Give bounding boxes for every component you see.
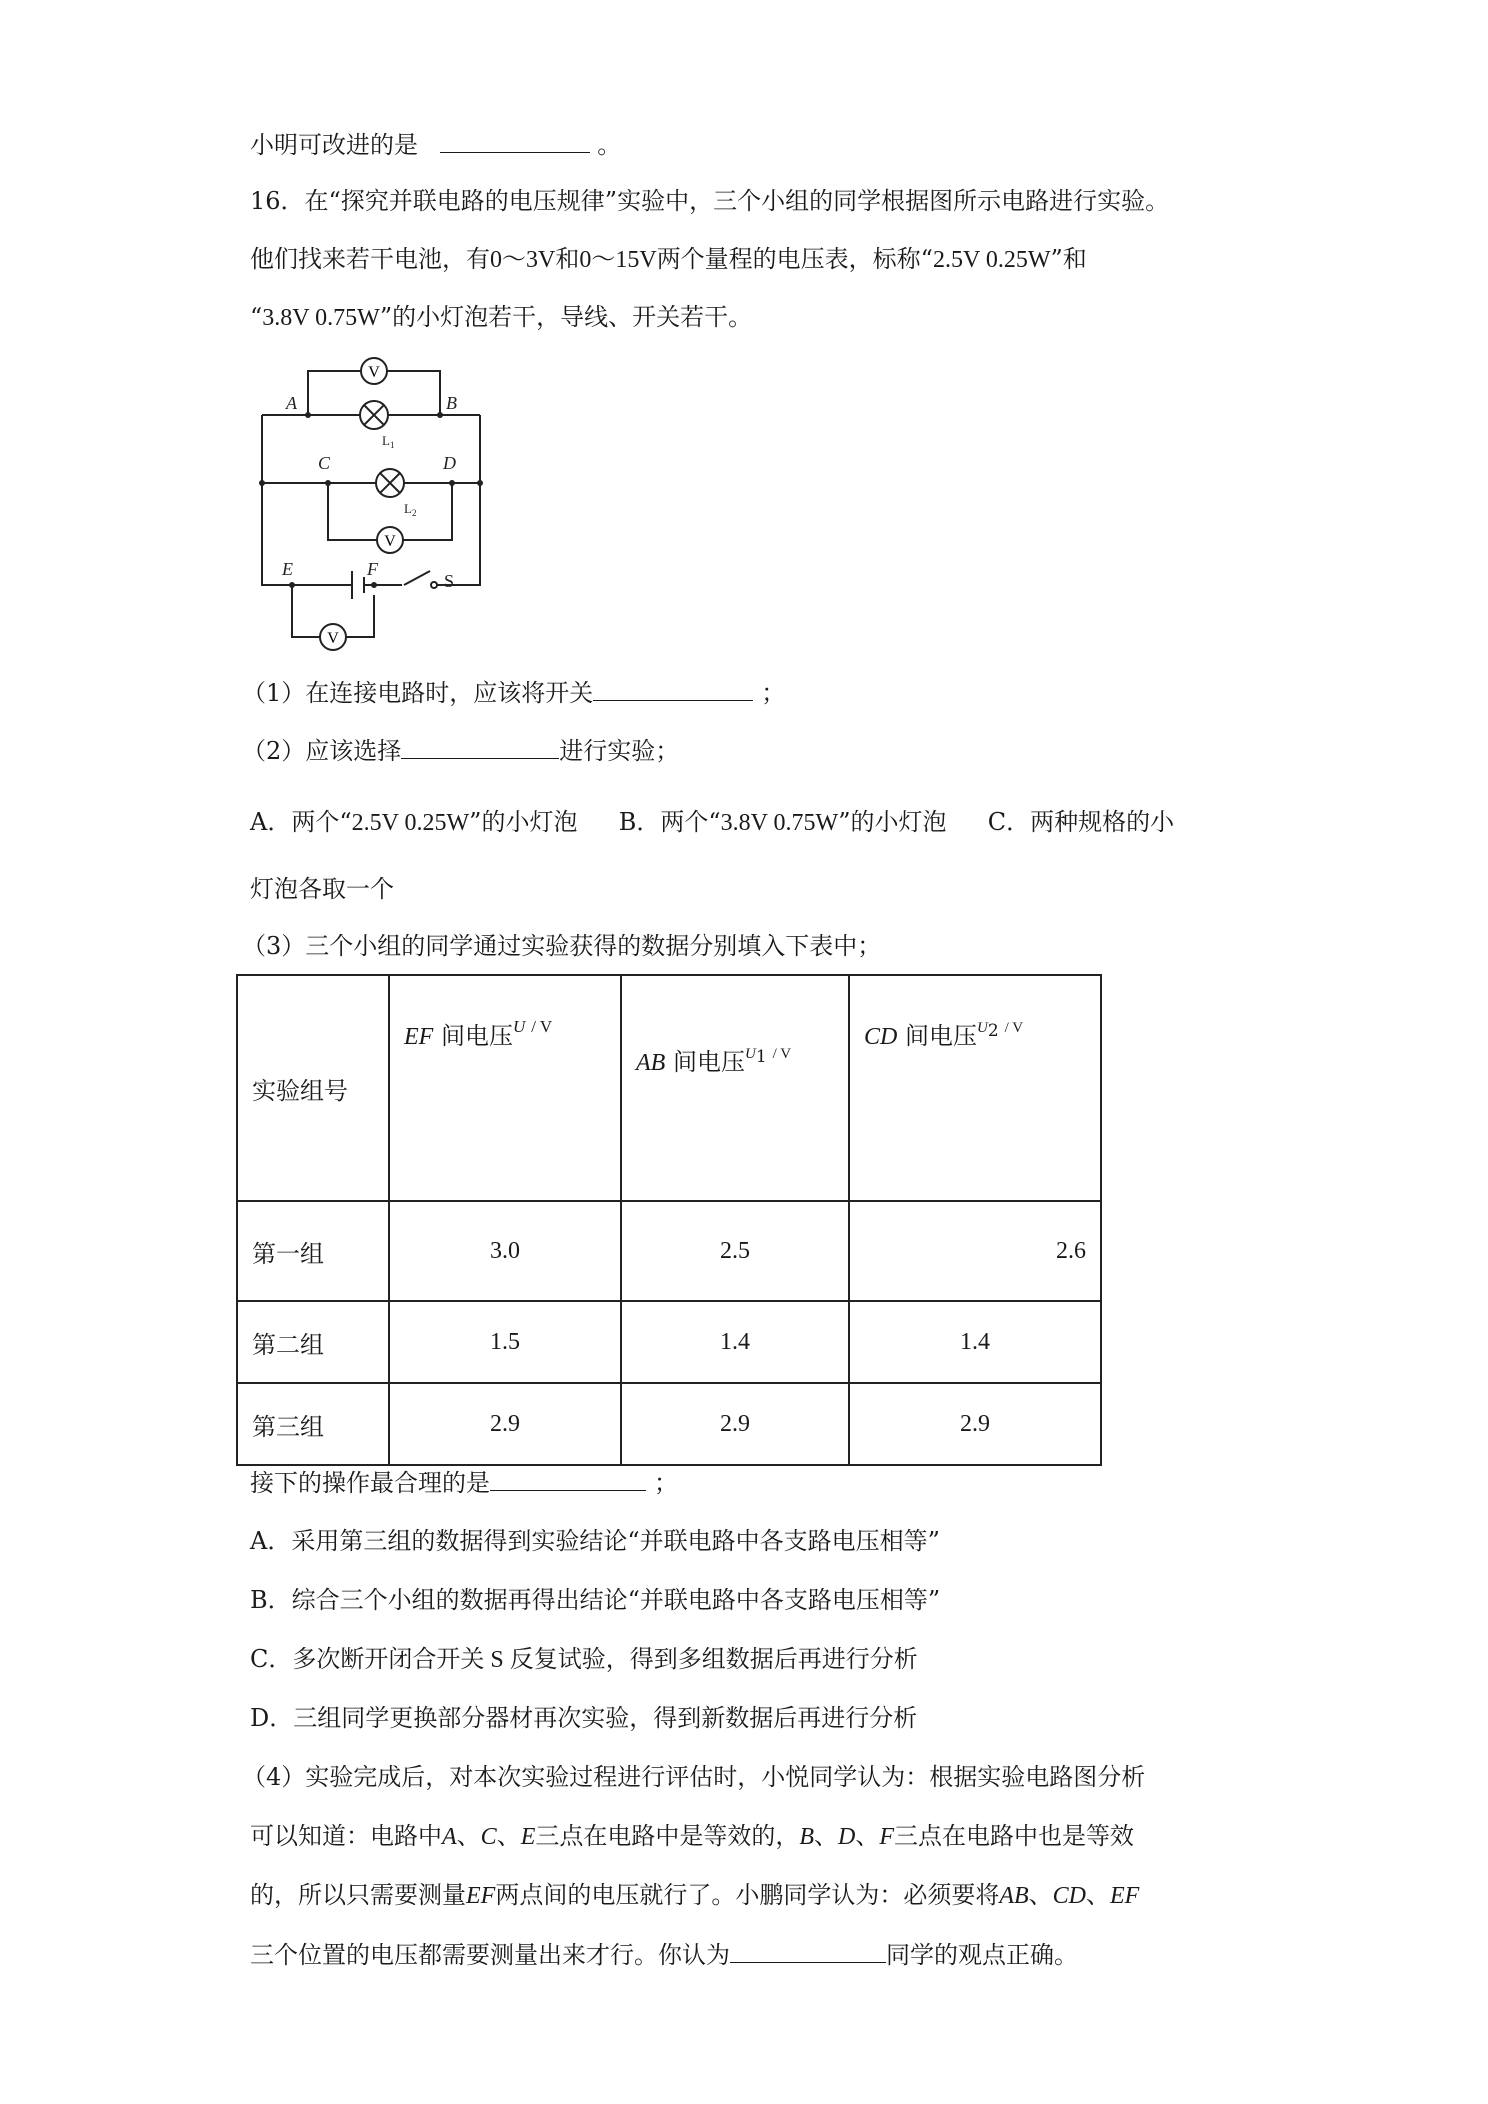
part4-line2 <box>250 1820 1134 1853</box>
switch-label: S <box>444 571 455 591</box>
header-cd-subscript: 2 <box>987 1021 999 1041</box>
table-header-row <box>237 975 1101 1201</box>
range-large: 0～15V <box>579 247 657 273</box>
part4-sep5: 、 <box>1028 1881 1053 1909</box>
row2-group: 第二组 <box>237 1301 389 1383</box>
part1-text: （1）在连接电路时，应该将开关 <box>242 679 594 707</box>
lamp-l2-label: L <box>404 501 412 516</box>
next-end: ； <box>654 1469 678 1497</box>
part1-line <box>242 676 785 709</box>
part4-line2-text-c: 三点在电路中也是等效 <box>894 1822 1135 1850</box>
intro-line <box>250 128 621 161</box>
header-ef-symbol: U <box>512 1017 526 1036</box>
header-ab-label: AB <box>636 1050 666 1076</box>
row1-ef: 3.0 <box>389 1201 621 1301</box>
node-label-d: D <box>443 453 456 473</box>
part4-line4 <box>250 1938 1078 1971</box>
table-row <box>237 1201 1101 1301</box>
part4-ef: EF <box>466 1883 496 1909</box>
q16-line2-text-c: 和 <box>555 245 580 273</box>
svg-text:V: V <box>327 630 339 647</box>
part2-options-line <box>250 806 1174 839</box>
part2-text: （2）应该选择 <box>242 737 402 765</box>
row1-cd: 2.6 <box>849 1201 1101 1301</box>
lamp-l2-subscript: 2 <box>412 508 417 518</box>
header-ab-text: 间电压 <box>672 1048 745 1076</box>
voltmeter-icon-bottom <box>320 624 346 650</box>
next-option-b: B．综合三个小组的数据再得出结论“并联电路中各支路电压相等” <box>250 1586 941 1614</box>
part4-point-e: E <box>520 1824 536 1850</box>
header-ef-unit: / V <box>531 1017 553 1036</box>
q16-line3-text-a: “ <box>250 303 263 331</box>
next-option-d: D．三组同学更换部分器材再次实验，得到新数据后再进行分析 <box>250 1704 918 1732</box>
header-cd-unit: / V <box>1004 1020 1024 1036</box>
row1-ab: 2.5 <box>621 1201 849 1301</box>
node-label-f: F <box>367 559 378 579</box>
header-cd <box>849 975 1101 1201</box>
part2-option-c-cont: 灯泡各取一个 <box>250 875 394 903</box>
option-a-text-a: A．两个“ <box>250 808 352 836</box>
node-label-b: B <box>446 393 457 413</box>
bulb-spec-1: 2.5V 0.25W <box>932 247 1051 273</box>
header-ab-symbol: U <box>744 1046 756 1062</box>
answer-blank-part2[interactable] <box>401 734 559 759</box>
table-row <box>237 1301 1101 1383</box>
header-ab <box>621 975 849 1201</box>
next-option-c <box>250 1643 918 1676</box>
data-table <box>236 974 1102 1466</box>
answer-blank-next[interactable] <box>490 1466 646 1491</box>
row1-group: 第一组 <box>237 1201 389 1301</box>
svg-text:V: V <box>368 364 380 381</box>
option-a-text-c: ”的小灯泡 <box>469 808 578 836</box>
part4-line3 <box>250 1879 1139 1912</box>
part4-point-d: D <box>838 1824 856 1850</box>
part4-line2-text-a: 可以知道：电路中 <box>250 1822 442 1850</box>
part4-line4-text-b: 同学的观点正确。 <box>886 1941 1078 1969</box>
intro-end: 。 <box>597 131 622 159</box>
bulb-spec-2: 3.8V 0.75W <box>262 305 380 331</box>
header-ab-unit: / V <box>772 1046 792 1062</box>
header-cd-symbol: U <box>976 1020 988 1036</box>
part2-end: 进行实验； <box>559 737 680 765</box>
answer-blank-intro[interactable] <box>440 128 590 153</box>
node-label-a: A <box>286 393 297 413</box>
node-label-c: C <box>318 453 331 473</box>
option-b-text-a: B．两个“ <box>618 808 721 836</box>
option-a-spec: 2.5V 0.25W <box>351 810 470 836</box>
voltmeter-icon-top <box>361 358 387 384</box>
row2-ab: 1.4 <box>621 1301 849 1383</box>
next-option-c-switch: S <box>490 1647 504 1673</box>
q16-line2-text-a: 他们找来若干电池，有 <box>250 245 490 273</box>
next-line <box>250 1466 678 1499</box>
lamp-l1-label: L <box>382 433 390 448</box>
part4-sep3: 、 <box>814 1822 839 1850</box>
header-cd-text: 间电压 <box>904 1022 977 1050</box>
part4-line3-text-b: 两点间的电压就行了。小鹏同学认为：必须要将 <box>495 1881 1000 1909</box>
row3-ef: 2.9 <box>389 1383 621 1465</box>
part4-line2-text-b: 三点在电路中是等效的， <box>535 1822 800 1850</box>
intro-text: 小明可改进的是 <box>250 131 418 159</box>
part4-sep2: 、 <box>496 1822 521 1850</box>
part4-point-c: C <box>480 1824 497 1850</box>
part4-point-a: A <box>442 1824 457 1850</box>
header-ef-text: 间电压 <box>440 1022 513 1050</box>
row3-cd: 2.9 <box>849 1383 1101 1465</box>
svg-text:V: V <box>384 533 396 550</box>
part3-line: （3）三个小组的同学通过实验获得的数据分别填入下表中； <box>242 932 882 960</box>
header-cd-label: CD <box>864 1024 898 1050</box>
part4-sep1: 、 <box>456 1822 481 1850</box>
next-text: 接下的操作最合理的是 <box>250 1469 490 1497</box>
part4-point-f: F <box>879 1824 895 1850</box>
part2-line <box>242 734 679 767</box>
row3-ab: 2.9 <box>621 1383 849 1465</box>
lamp-l2-icon <box>376 469 404 497</box>
answer-blank-part4[interactable] <box>730 1938 886 1963</box>
part4-ab: AB <box>999 1883 1029 1909</box>
lamp-l1-icon <box>360 401 388 429</box>
part4-line3-text-a: 的，所以只需要测量 <box>250 1881 466 1909</box>
header-group: 实验组号 <box>237 975 389 1201</box>
next-option-a: A．采用第三组的数据得到实验结论“并联电路中各支路电压相等” <box>250 1527 940 1555</box>
q16-line3-text-c: ”的小灯泡若干，导线、开关若干。 <box>379 303 753 331</box>
next-option-c-text-c: 反复试验，得到多组数据后再进行分析 <box>509 1645 918 1673</box>
option-c-text-a: C．两种规格的小 <box>987 808 1175 836</box>
part4-line4-text-a: 三个位置的电压都需要测量出来才行。你认为 <box>250 1941 730 1969</box>
q16-line2-text-e: 两个量程的电压表，标称“ <box>656 245 933 273</box>
header-ef-label: EF <box>404 1024 434 1050</box>
part4-point-b: B <box>799 1824 815 1850</box>
part4-sep4: 、 <box>855 1822 880 1850</box>
lamp-l1-subscript: 1 <box>390 440 395 450</box>
part1-end: ； <box>761 679 786 707</box>
q16-line2-text-g: ”和 <box>1050 245 1087 273</box>
table-row <box>237 1383 1101 1465</box>
q16-line2 <box>250 243 1087 276</box>
row2-cd: 1.4 <box>849 1301 1101 1383</box>
option-b-text-c: ”的小灯泡 <box>838 808 947 836</box>
answer-blank-part1[interactable] <box>593 676 753 701</box>
part4-sep6: 、 <box>1086 1881 1110 1909</box>
circuit-diagram <box>240 345 520 655</box>
header-ef <box>389 975 621 1201</box>
header-ab-subscript: 1 <box>755 1047 767 1067</box>
row3-group: 第三组 <box>237 1383 389 1465</box>
q16-line1: 16．在“探究并联电路的电压规律”实验中，三个小组的同学根据图所示电路进行实验。 <box>250 187 1170 215</box>
part4-ef2: EF <box>1110 1883 1140 1909</box>
voltmeter-icon-middle <box>377 527 403 553</box>
range-small: 0～3V <box>490 247 556 273</box>
part4-cd: CD <box>1052 1883 1086 1909</box>
option-b-spec: 3.8V 0.75W <box>720 810 839 836</box>
next-option-c-text-a: C．多次断开闭合开关 <box>250 1645 485 1673</box>
part4-line1: （4）实验完成后，对本次实验过程进行评估时，小悦同学认为：根据实验电路图分析 <box>242 1763 1146 1791</box>
row2-ef: 1.5 <box>389 1301 621 1383</box>
q16-line3 <box>250 301 752 334</box>
node-label-e: E <box>282 559 293 579</box>
